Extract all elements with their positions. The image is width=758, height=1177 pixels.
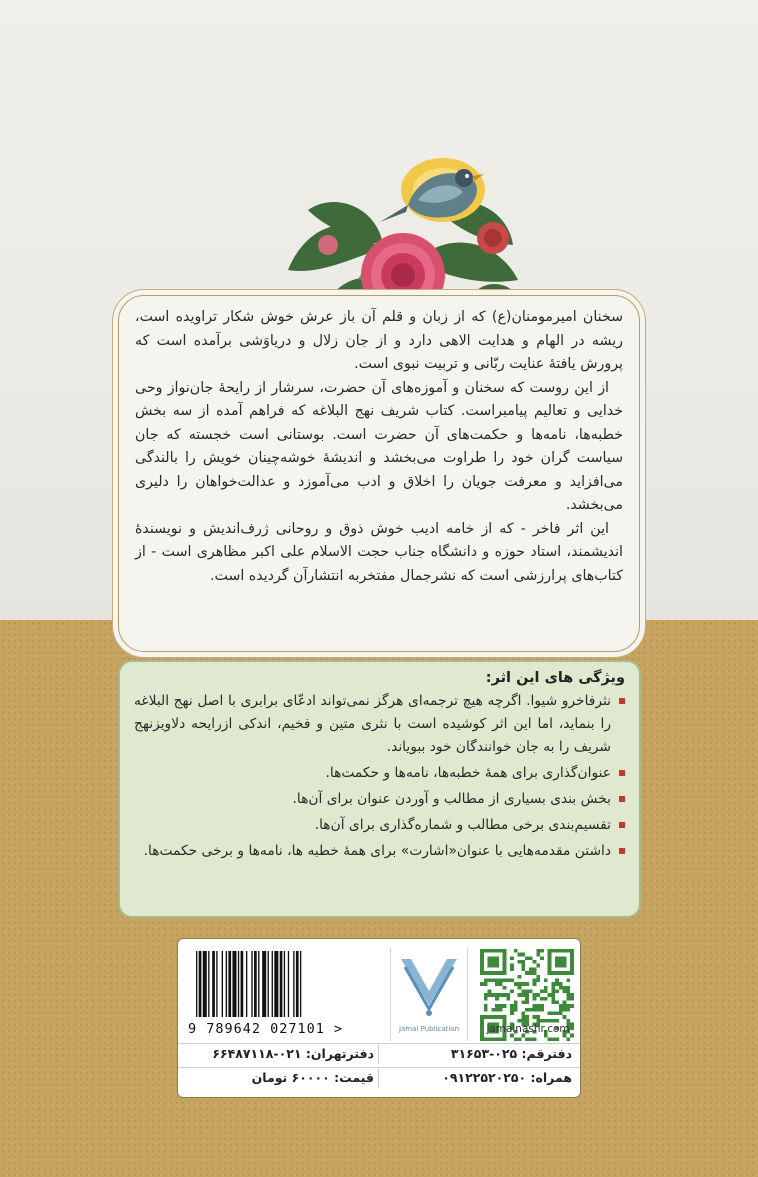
qr-module: [484, 1037, 488, 1041]
qr-module: [480, 1015, 484, 1019]
qr-module: [491, 971, 495, 975]
qr-module: [551, 971, 555, 975]
qr-module: [521, 993, 525, 997]
barcode-bar: [216, 951, 217, 1017]
qr-module: [495, 1004, 499, 1008]
qr-module: [525, 1008, 529, 1012]
qr-module: [480, 982, 484, 986]
qr-module: [555, 971, 559, 975]
barcode-bar: [288, 951, 289, 1017]
qr-module: [525, 993, 529, 997]
qr-module: [521, 953, 525, 957]
jamal-logo-icon: [391, 947, 467, 1023]
qr-module: [555, 964, 559, 968]
qr-module: [484, 949, 488, 953]
qr-module: [518, 993, 522, 997]
qr-module: [514, 1004, 518, 1008]
qr-module: [495, 964, 499, 968]
qr-module: [480, 953, 484, 957]
row-divider: [378, 1068, 379, 1088]
qr-module: [529, 971, 533, 975]
qr-module: [570, 1004, 574, 1008]
qr-module: [488, 956, 492, 960]
qr-module: [525, 982, 529, 986]
qr-module: [491, 978, 495, 982]
qr-module: [563, 1004, 567, 1008]
qr-module: [559, 1004, 563, 1008]
qr-module: [503, 1015, 507, 1019]
features-list: [134, 690, 625, 863]
qr-module: [525, 1037, 529, 1041]
qr-module: [499, 1004, 503, 1008]
qr-module: [484, 971, 488, 975]
qr-module: [488, 978, 492, 982]
qr-module: [555, 949, 559, 953]
qr-module: [533, 978, 537, 982]
qr-module: [566, 986, 570, 990]
qr-module: [548, 960, 552, 964]
barcode-bar: [222, 951, 223, 1017]
qr-module: [525, 956, 529, 960]
qr-module: [566, 989, 570, 993]
qr-module: [548, 949, 552, 953]
qr-module: [503, 986, 507, 990]
barcode-bar: [268, 951, 269, 1017]
qr-module: [544, 989, 548, 993]
qr-module: [495, 982, 499, 986]
qr-module: [544, 978, 548, 982]
qr-module: [533, 997, 537, 1001]
qr-module: [521, 1001, 525, 1005]
qr-module: [533, 971, 537, 975]
qr-module: [563, 989, 567, 993]
description-paragraph: سخنان امیرمومنان(ع) که از زبان و قلم آن باز عرش خوش شکار تراویده است، ریشه در الهام و هدایت الاهی دارد و از جان زلال و دریاوَشی برآمده است که پرورش یافتهٔ عنایت ربّانی و تربیت نبوی است.: [135, 309, 623, 372]
qr-module: [570, 993, 574, 997]
qr-module: [514, 949, 518, 953]
barcode-bar: [203, 951, 207, 1017]
qr-module: [499, 1008, 503, 1012]
qr-module: [488, 989, 492, 993]
qr-module: [563, 949, 567, 953]
qr-module: [488, 964, 492, 968]
qr-module: [536, 964, 540, 968]
qr-module: [533, 1004, 537, 1008]
qr-module: [529, 956, 533, 960]
qr-module: [563, 1001, 567, 1005]
qr-module: [495, 978, 499, 982]
logo-caption: Jamal Publication: [398, 1025, 460, 1033]
qr-module: [563, 1008, 567, 1012]
barcode-bars: [194, 951, 374, 1017]
barcode-bar: [274, 951, 278, 1017]
qr-module: [563, 956, 567, 960]
qr-module: [555, 982, 559, 986]
barcode-bar: [208, 951, 209, 1017]
qr-module: [548, 971, 552, 975]
office-qom: دفترقم: ۰۲۵-۳۱۶۵۳: [450, 1046, 572, 1061]
qr-module: [540, 1004, 544, 1008]
qr-module: [518, 1037, 522, 1041]
qr-module: [506, 978, 510, 982]
qr-module: [503, 1037, 507, 1041]
qr-module: [510, 1012, 514, 1016]
qr-module: [521, 982, 525, 986]
qr-module: [484, 978, 488, 982]
qr-module: [491, 949, 495, 953]
qr-module: [559, 956, 563, 960]
qr-module: [570, 964, 574, 968]
barcode-bar: [254, 951, 257, 1017]
qr-module: [480, 971, 484, 975]
barcode-bar: [246, 951, 247, 1017]
qr-module: [555, 956, 559, 960]
barcode-bar: [212, 951, 215, 1017]
barcode-bar: [199, 951, 202, 1017]
qr-module: [536, 953, 540, 957]
qr-module: [484, 993, 488, 997]
qr-module: [548, 1037, 552, 1041]
qr-module: [525, 989, 529, 993]
qr-module: [536, 993, 540, 997]
qr-module: [551, 986, 555, 990]
qr-module: [510, 1008, 514, 1012]
qr-module: [559, 949, 563, 953]
qr-module: [521, 1012, 525, 1016]
qr-module: [536, 1015, 540, 1019]
qr-module: [551, 989, 555, 993]
feature-item: نثرفاخرو شیوا. اگرچه هیچ ترجمه‌ای هرگز نمی‌تواند ادعّای برابری با اصل نهج البلاغه را بنماید، اما این اثر کوشیده است با نثری متین و فخیم، اندکی ازرایحه دلاویزنهج شریف را به جان خوانندگان خود ببویاند.: [134, 690, 625, 759]
feature-item: عنوان‌گذاری برای همهٔ خطبه‌ها، نامه‌ها و حکمت‌ها.: [134, 762, 625, 785]
mobile-number: همراه: ۰۹۱۲۲۵۲۰۲۵۰: [442, 1070, 572, 1085]
qr-module: [495, 949, 499, 953]
qr-module: [480, 956, 484, 960]
qr-module: [503, 964, 507, 968]
qr-module: [559, 986, 563, 990]
qr-module: [521, 989, 525, 993]
barcode-bar: [251, 951, 252, 1017]
qr-module: [559, 1012, 563, 1016]
qr-module: [491, 1015, 495, 1019]
qr-module: [480, 967, 484, 971]
qr-module: [570, 971, 574, 975]
qr-module: [503, 1004, 507, 1008]
qr-module: [495, 997, 499, 1001]
qr-module: [566, 997, 570, 1001]
qr-module: [563, 971, 567, 975]
qr-module: [480, 1037, 484, 1041]
qr-module: [551, 1001, 555, 1005]
qr-module: [570, 953, 574, 957]
qr-module: [503, 960, 507, 964]
qr-module: [570, 949, 574, 953]
qr-module: [514, 1008, 518, 1012]
qr-module: [544, 997, 548, 1001]
qr-module: [540, 989, 544, 993]
qr-module: [555, 1012, 559, 1016]
qr-module: [510, 1004, 514, 1008]
qr-module: [488, 949, 492, 953]
qr-module: [570, 960, 574, 964]
qr-module: [518, 982, 522, 986]
qr-module: [570, 956, 574, 960]
qr-module: [488, 1015, 492, 1019]
qr-module: [566, 1008, 570, 1012]
qr-module: [540, 1008, 544, 1012]
qr-module: [499, 993, 503, 997]
qr-module: [499, 1015, 503, 1019]
qr-module: [491, 956, 495, 960]
qr-module: [506, 993, 510, 997]
qr-module: [521, 967, 525, 971]
barcode-bar: [272, 951, 273, 1017]
qr-module: [514, 1001, 518, 1005]
qr-module: [536, 978, 540, 982]
barcode-bar: [226, 951, 227, 1017]
contact-row-offices: [178, 1043, 580, 1064]
qr-module: [533, 960, 537, 964]
qr-module: [533, 1037, 537, 1041]
qr-module: [566, 971, 570, 975]
qr-module: [533, 967, 537, 971]
qr-module: [510, 967, 514, 971]
qr-module: [525, 997, 529, 1001]
qr-module: [555, 1001, 559, 1005]
qr-module: [533, 982, 537, 986]
barcode-bar: [296, 951, 299, 1017]
qr-module: [491, 1037, 495, 1041]
barcode-bar: [228, 951, 231, 1017]
qr-module: [503, 993, 507, 997]
qr-module: [521, 964, 525, 968]
qr-module: [510, 989, 514, 993]
qr-module: [540, 949, 544, 953]
qr-module: [533, 1008, 537, 1012]
qr-module: [555, 978, 559, 982]
barcode-bar: [232, 951, 236, 1017]
qr-module: [548, 1012, 552, 1016]
barcode-bar: [241, 951, 244, 1017]
qr-module: [503, 953, 507, 957]
qr-module: [518, 986, 522, 990]
qr-module: [518, 953, 522, 957]
row-divider: [378, 1044, 379, 1064]
qr-module: [484, 1004, 488, 1008]
publisher-info-panel: [177, 938, 581, 1098]
barcode-bar: [293, 951, 294, 1017]
feature-item: بخش بندی بسیاری از مطالب و آوردن عنوان برای آن‌ها.: [134, 788, 625, 811]
qr-module: [499, 949, 503, 953]
qr-module: [521, 1015, 525, 1019]
qr-module: [555, 960, 559, 964]
qr-module: [551, 997, 555, 1001]
qr-module: [529, 1037, 533, 1041]
barcode-bar: [196, 951, 197, 1017]
publisher-website: jamalnashr.com: [486, 1023, 570, 1035]
qr-module: [510, 956, 514, 960]
qr-module: [563, 1015, 567, 1019]
qr-module: [551, 993, 555, 997]
qr-module: [495, 1037, 499, 1041]
qr-module: [529, 989, 533, 993]
qr-module: [518, 975, 522, 979]
qr-module: [548, 967, 552, 971]
features-title: ویژگی های این اثر:: [485, 670, 625, 686]
contact-row-mobile-price: [178, 1067, 580, 1088]
qr-module: [510, 964, 514, 968]
qr-module: [510, 978, 514, 982]
qr-module: [480, 960, 484, 964]
qr-module: [499, 982, 503, 986]
features-box: [118, 660, 641, 918]
barcode-bar: [238, 951, 239, 1017]
qr-module: [570, 967, 574, 971]
qr-module: [499, 978, 503, 982]
qr-module: [480, 949, 484, 953]
qr-module: [548, 953, 552, 957]
qr-module: [559, 1008, 563, 1012]
qr-module: [551, 1012, 555, 1016]
qr-module: [495, 1008, 499, 1012]
description-paragraph: این اثر فاخر - که از خامه ادیب خوش ذوق و روحانی ژرف‌اندیش و نویسندهٔ اندیشمند، استاد حوزه و دانشگاه جناب حجت الاسلام علی اکبر مظاهری است - از کتاب‌های پرارزشی است که نشرجمال مفتخربه انتشارآن گردیده است.: [135, 520, 623, 584]
qr-module: [503, 956, 507, 960]
qr-module: [536, 1008, 540, 1012]
qr-module: [491, 1008, 495, 1012]
qr-module: [551, 949, 555, 953]
qr-module: [525, 971, 529, 975]
qr-module: [533, 993, 537, 997]
qr-module: [495, 1015, 499, 1019]
qr-module: [533, 1015, 537, 1019]
qr-module: [495, 971, 499, 975]
qr-module: [514, 1037, 518, 1041]
qr-module: [488, 1037, 492, 1041]
qr-module: [559, 982, 563, 986]
qr-module: [566, 1004, 570, 1008]
isbn-number: 9 789642 027101 >: [188, 1021, 344, 1037]
barcode-bar: [262, 951, 266, 1017]
qr-module: [484, 982, 488, 986]
qr-module: [499, 1037, 503, 1041]
description-paragraph: از این روست که سخنان و آموزه‌های آن حضرت، سرشار از رایحهٔ جان‌نواز وحی خدایی و تعالیم پیامبراست. کتاب شریف نهج البلاغه که فراهم آمده از سه بخش خطبه‌ها، نامه‌ها و حکمت‌های آن حضرت است. بوستانی است خجسته که جان سیاست گران خود را طراوت می‌بخشد و اندیشهٔ خوشه‌چینان خویش را بالندگی می‌افزاید و معرفت جویان را اخلاق و ادب می‌آموزد و عدالت‌خواهان را دلیری می‌بخشد.: [135, 379, 623, 513]
qr-module: [551, 982, 555, 986]
qr-module: [563, 960, 567, 964]
barcode-bar: [284, 951, 285, 1017]
qr-module: [566, 1037, 570, 1041]
qr-module: [563, 964, 567, 968]
qr-module: [566, 949, 570, 953]
qr-module: [559, 964, 563, 968]
barcode: [184, 945, 382, 1041]
qr-module: [503, 971, 507, 975]
qr-module: [536, 1004, 540, 1008]
qr-module: [484, 997, 488, 1001]
qr-module: [521, 960, 525, 964]
qr-module: [540, 997, 544, 1001]
qr-module: [503, 978, 507, 982]
qr-module: [563, 986, 567, 990]
qr-module: [536, 975, 540, 979]
qr-module: [570, 997, 574, 1001]
qr-module: [480, 964, 484, 968]
qr-module: [548, 956, 552, 960]
description-frame: [118, 295, 640, 652]
qr-module: [555, 1037, 559, 1041]
qr-module: [491, 993, 495, 997]
barcode-bar: [280, 951, 283, 1017]
barcode-bar: [258, 951, 259, 1017]
qr-module: [525, 1001, 529, 1005]
qr-module: [506, 997, 510, 1001]
qr-module: [536, 949, 540, 953]
feature-item: تقسیم‌بندی برخی مطالب و شماره‌گذاری برای آن‌ها.: [134, 814, 625, 837]
qr-module: [548, 964, 552, 968]
qr-module: [488, 971, 492, 975]
qr-module: [503, 967, 507, 971]
qr-module: [484, 1008, 488, 1012]
qr-module: [529, 1008, 533, 1012]
feature-item: داشتن مقدمه‌هایی با عنوان«اشارت» برای همهٔ خطبه ها، نامه‌ها و برخی حکمت‌ها.: [134, 840, 625, 863]
office-tehran: دفترتهران: ۰۲۱-۶۶۴۸۷۱۱۸: [212, 1046, 374, 1061]
price: قیمت: ۶۰۰۰۰ تومان: [251, 1070, 374, 1085]
qr-module: [559, 971, 563, 975]
qr-module: [555, 989, 559, 993]
qr-module: [495, 956, 499, 960]
qr-module: [491, 960, 495, 964]
qr-module: [495, 993, 499, 997]
qr-module: [488, 993, 492, 997]
qr-module: [529, 967, 533, 971]
qr-module: [488, 960, 492, 964]
qr-module: [566, 978, 570, 982]
qr-module: [503, 949, 507, 953]
qr-module: [525, 1015, 529, 1019]
qr-module: [484, 1015, 488, 1019]
qr-module: [544, 986, 548, 990]
barcode-bar: [300, 951, 301, 1017]
qr-module: [491, 964, 495, 968]
qr-module: [540, 956, 544, 960]
qr-module: [559, 960, 563, 964]
qr-module: [514, 982, 518, 986]
qr-module: [566, 993, 570, 997]
qr-module: [518, 960, 522, 964]
qr-module: [548, 993, 552, 997]
qr-module: [551, 1037, 555, 1041]
qr-module: [495, 960, 499, 964]
publisher-logo: [390, 947, 468, 1041]
qr-module: [499, 971, 503, 975]
